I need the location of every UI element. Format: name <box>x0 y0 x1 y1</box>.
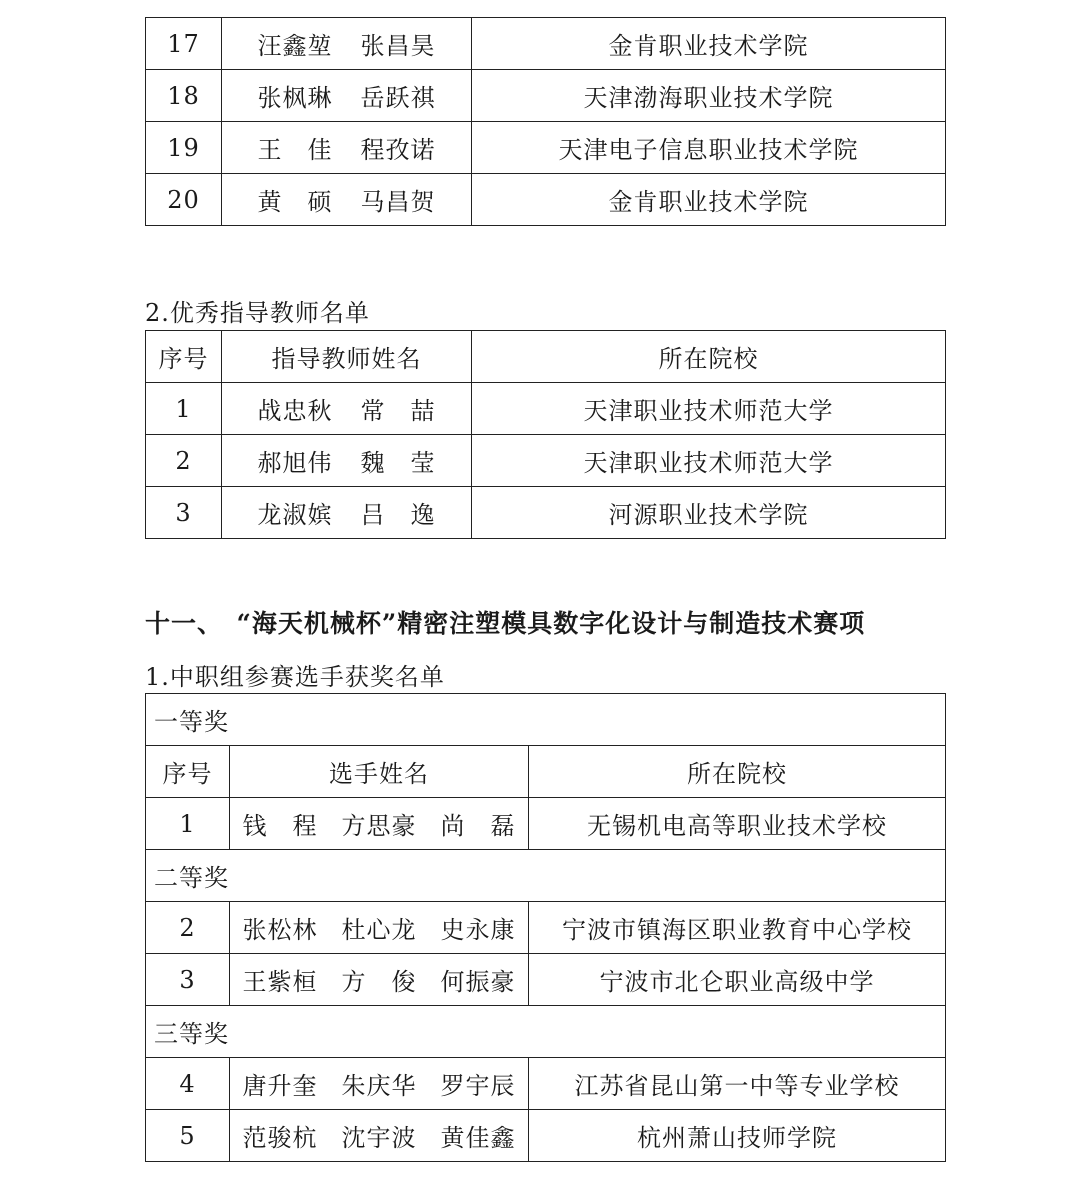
table-row <box>146 1110 946 1162</box>
teacher-names <box>222 487 472 539</box>
prize-row <box>146 1006 946 1058</box>
player-name: 沈宇波 <box>341 1124 417 1152</box>
school-name: 金肯职业技术学院 <box>472 18 946 70</box>
table-row <box>146 18 946 70</box>
player-name: 张枫琳 <box>257 84 333 112</box>
table-row <box>146 383 946 435</box>
player-name: 岳跃祺 <box>360 84 436 112</box>
row-number: 2 <box>146 902 230 954</box>
player-name: 王紫桓 <box>242 968 318 996</box>
column-header-school: 所在院校 <box>472 331 946 383</box>
table-row <box>146 902 946 954</box>
player-names <box>230 954 529 1006</box>
table-row <box>146 954 946 1006</box>
school-name: 天津电子信息职业技术学院 <box>472 122 946 174</box>
school-name: 宁波市镇海区职业教育中心学校 <box>529 902 946 954</box>
teachers-heading: 2.优秀指导教师名单 <box>145 299 370 327</box>
row-number: 3 <box>146 954 230 1006</box>
prize-level-first: 一等奖 <box>146 694 946 746</box>
row-number: 20 <box>146 174 222 226</box>
player-name: 朱庆华 <box>341 1072 417 1100</box>
row-number: 5 <box>146 1110 230 1162</box>
table-row <box>146 487 946 539</box>
row-number: 1 <box>146 383 222 435</box>
school-name: 天津职业技术师范大学 <box>472 383 946 435</box>
row-number: 3 <box>146 487 222 539</box>
teacher-name: 吕 逸 <box>360 501 436 529</box>
teacher-name: 魏 莹 <box>360 449 436 477</box>
player-names <box>222 174 472 226</box>
player-names <box>222 122 472 174</box>
player-name: 张昌昊 <box>360 32 436 60</box>
player-name: 罗宇辰 <box>440 1072 516 1100</box>
player-name: 唐升奎 <box>242 1072 318 1100</box>
row-number: 2 <box>146 435 222 487</box>
column-header-no: 序号 <box>146 746 230 798</box>
column-header-name: 选手姓名 <box>230 746 529 798</box>
section-title: 十一、 “海天机械杯”精密注塑模具数字化设计与制造技术赛项 <box>145 609 866 638</box>
player-name: 黄佳鑫 <box>440 1124 516 1152</box>
player-names <box>222 70 472 122</box>
school-name: 河源职业技术学院 <box>472 487 946 539</box>
prize-row <box>146 850 946 902</box>
school-name: 无锡机电高等职业技术学校 <box>529 798 946 850</box>
teacher-name: 龙淑嫔 <box>257 501 333 529</box>
school-name: 江苏省昆山第一中等专业学校 <box>529 1058 946 1110</box>
player-name: 尚 磊 <box>440 812 516 840</box>
player-name: 汪鑫堃 <box>257 32 333 60</box>
player-names <box>230 1110 529 1162</box>
player-name: 方思豪 <box>341 812 417 840</box>
table-row <box>146 122 946 174</box>
player-names <box>230 902 529 954</box>
teacher-name: 常 喆 <box>360 397 436 425</box>
prize-level-second: 二等奖 <box>146 850 946 902</box>
player-name: 史永康 <box>440 916 516 944</box>
table-row <box>146 798 946 850</box>
column-header-name: 指导教师姓名 <box>222 331 472 383</box>
school-name: 宁波市北仑职业高级中学 <box>529 954 946 1006</box>
row-number: 4 <box>146 1058 230 1110</box>
player-names <box>230 1058 529 1110</box>
player-name: 钱 程 <box>242 812 318 840</box>
teacher-name: 郝旭伟 <box>257 449 333 477</box>
column-header-school: 所在院校 <box>529 746 946 798</box>
section11-award-table <box>145 693 946 1162</box>
row-number: 1 <box>146 798 230 850</box>
teacher-names <box>222 383 472 435</box>
teacher-name: 战忠秋 <box>257 397 333 425</box>
player-name: 何振豪 <box>440 968 516 996</box>
player-names <box>222 18 472 70</box>
player-name: 范骏杭 <box>242 1124 318 1152</box>
prize-row <box>146 694 946 746</box>
school-name: 天津职业技术师范大学 <box>472 435 946 487</box>
column-header-no: 序号 <box>146 331 222 383</box>
player-names <box>230 798 529 850</box>
table-header-row <box>146 331 946 383</box>
player-name: 程孜诺 <box>360 136 436 164</box>
school-name: 杭州萧山技师学院 <box>529 1110 946 1162</box>
section-subheading: 1.中职组参赛选手获奖名单 <box>145 663 445 691</box>
table-header-row <box>146 746 946 798</box>
row-number: 18 <box>146 70 222 122</box>
award-table-continued <box>145 17 946 226</box>
teachers-table <box>145 330 946 539</box>
player-name: 马昌贺 <box>360 188 436 216</box>
table-row <box>146 1058 946 1110</box>
table-row <box>146 435 946 487</box>
player-name: 王 佳 <box>257 136 333 164</box>
school-name: 金肯职业技术学院 <box>472 174 946 226</box>
table-row <box>146 174 946 226</box>
player-name: 方 俊 <box>341 968 417 996</box>
row-number: 19 <box>146 122 222 174</box>
player-name: 黄 硕 <box>257 188 333 216</box>
school-name: 天津渤海职业技术学院 <box>472 70 946 122</box>
table-row <box>146 70 946 122</box>
player-name: 张松林 <box>242 916 318 944</box>
row-number: 17 <box>146 18 222 70</box>
teacher-names <box>222 435 472 487</box>
prize-level-third: 三等奖 <box>146 1006 946 1058</box>
player-name: 杜心龙 <box>341 916 417 944</box>
